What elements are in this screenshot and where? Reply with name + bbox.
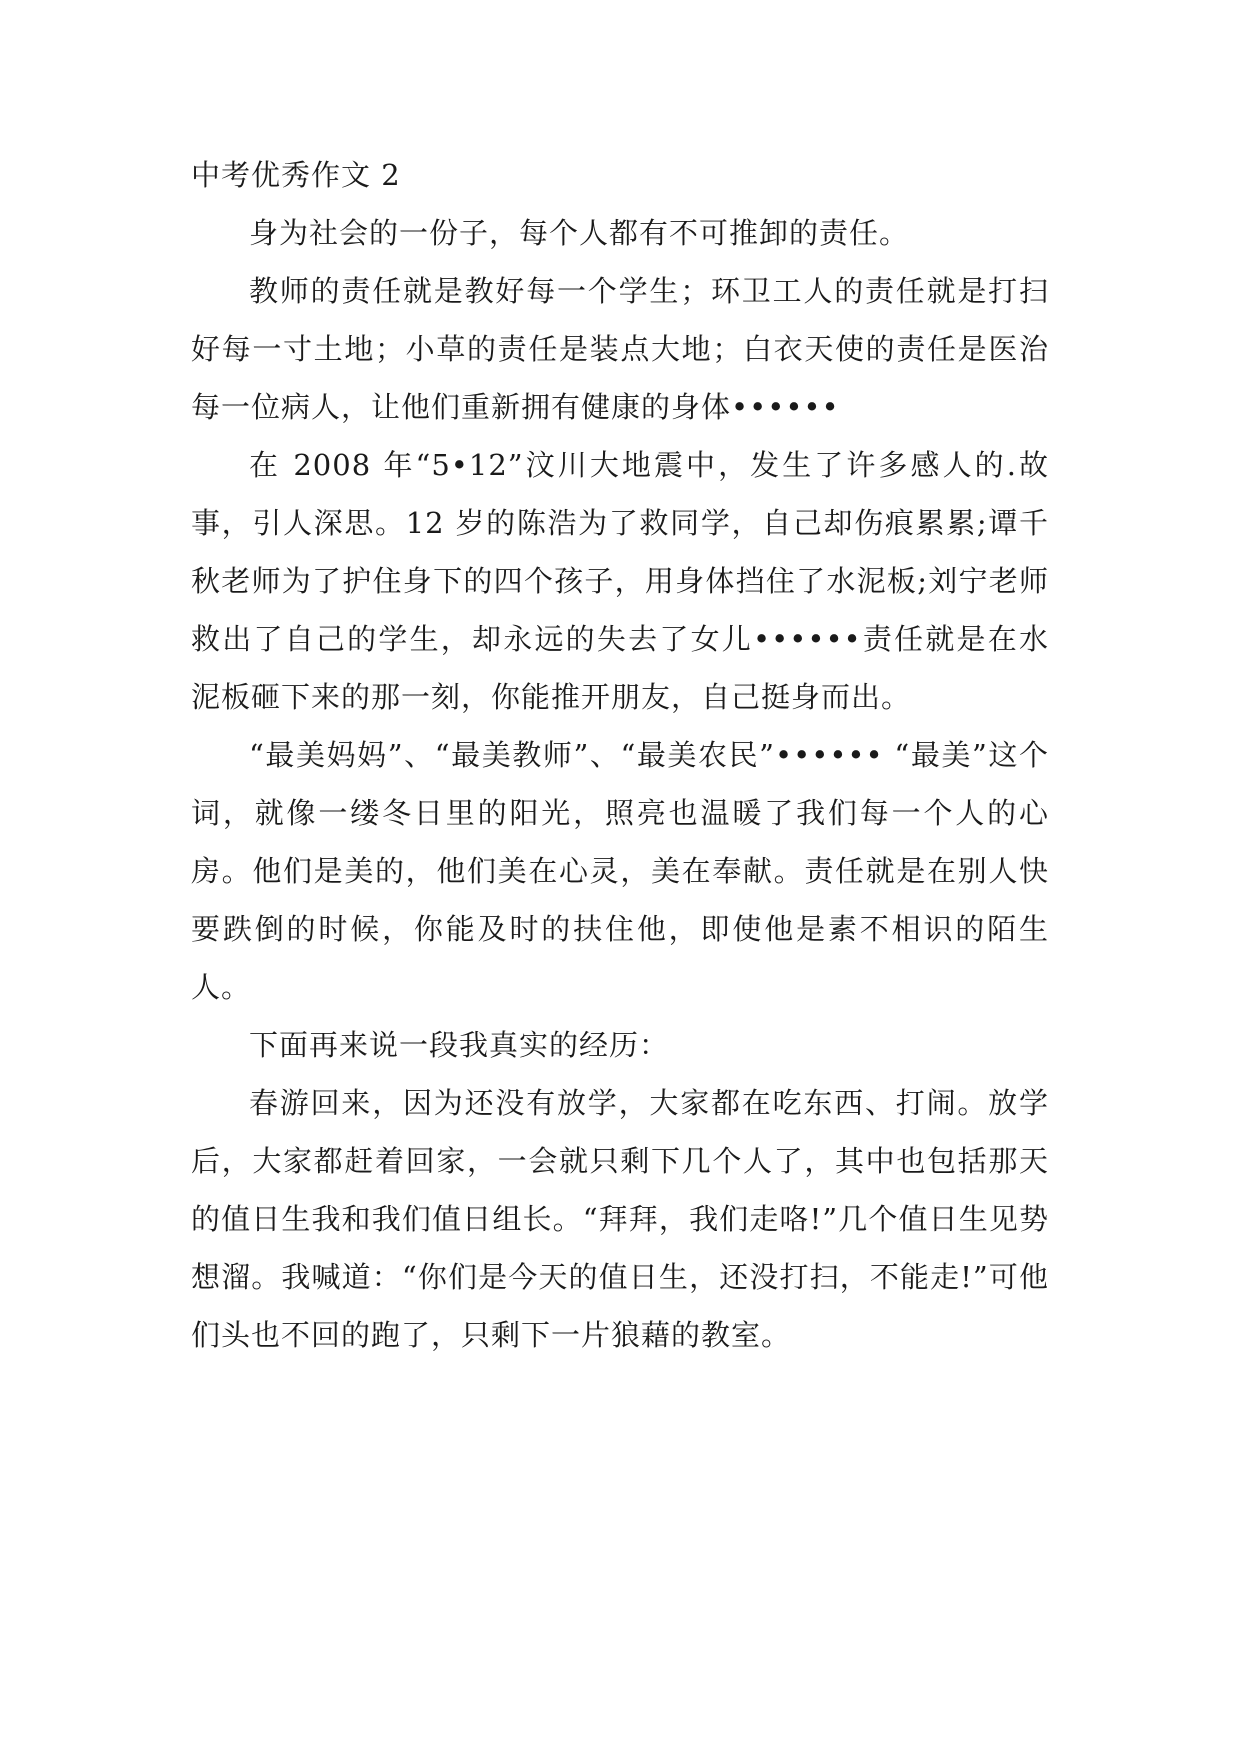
document-body [191,146,1049,1364]
paragraph: 教师的责任就是教好每一个学生；环卫工人的责任就是打扫好每一寸土地；小草的责任是装点大地；白衣天使的责任是医治每一位病人，让他们重新拥有健康的身体•••••• [191,274,1049,424]
paragraph: 春游回来，因为还没有放学，大家都在吃东西、打闹。放学后，大家都赶着回家，一会就只剩下几个人了，其中也包括那天的值日生我和我们值日组长。“拜拜，我们走咯!”几个值日生见势想溜。我喊道：“你们是今天的值日生，还没打扫，不能走!”可他们头也不回的跑了，只剩下一片狼藉的教室。 [191,1086,1049,1352]
paragraph: 下面再来说一段我真实的经历： [249,1028,670,1062]
paragraph: 身为社会的一份子，每个人都有不可推卸的责任。 [249,216,910,250]
paragraph: 在 2008 年“5•12”汶川大地震中，发生了许多感人的.故事，引人深思。12 岁的陈浩为了救同学，自己却伤痕累累;谭千秋老师为了护住身下的四个孩子，用身体挡住了水泥板;刘宁老师救出了自己的学生，却永远的失去了女儿••••••责任就是在水泥板砸下来的那一刻，你能推开朋友，自己挺身而出。 [191,448,1049,714]
paragraph: “最美妈妈”、“最美教师”、“最美农民”•••••• “最美”这个词，就像一缕冬日里的阳光，照亮也温暖了我们每一个人的心房。他们是美的，他们美在心灵，美在奉献。责任就是在别人快要跌倒的时候，你能及时的扶住他，即使他是素不相识的陌生人。 [191,738,1049,1004]
document-title: 中考优秀作文 2 [191,158,401,192]
